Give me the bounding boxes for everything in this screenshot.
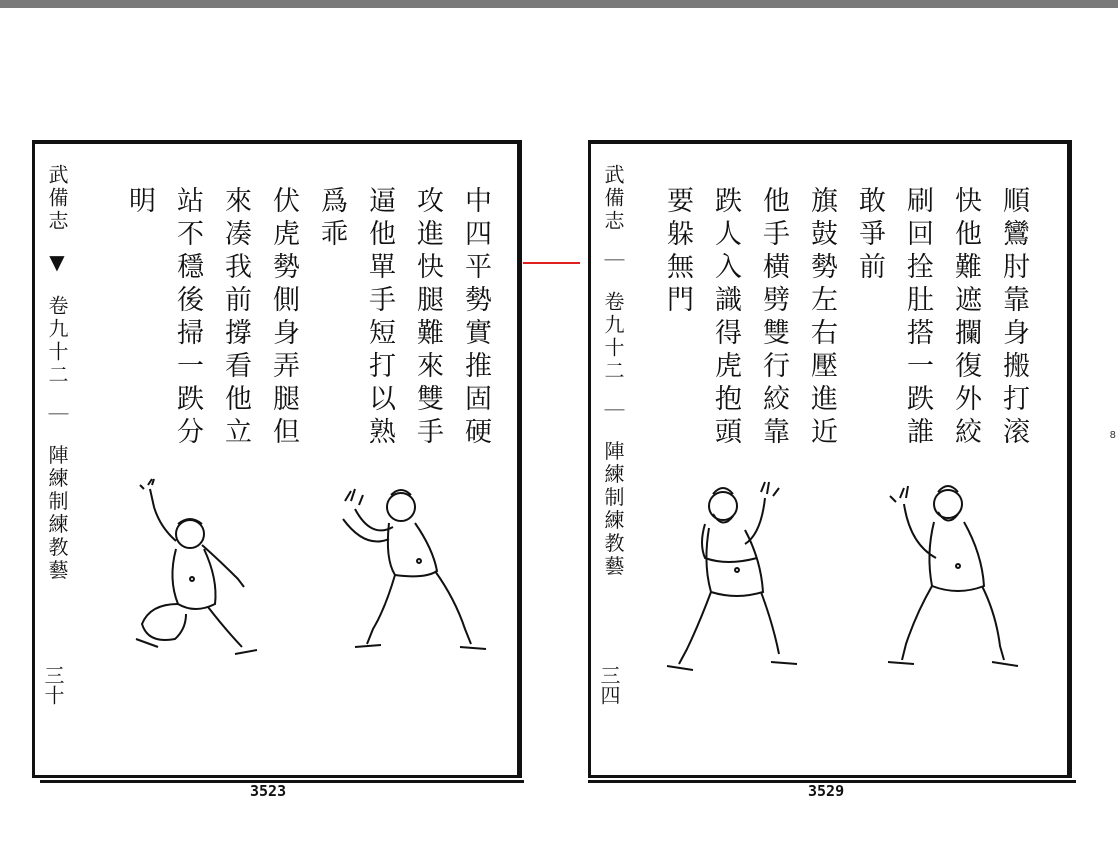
fishtail-mark: ｜ — [601, 400, 625, 424]
martial-figure-elder-guard — [866, 474, 1016, 689]
red-annotation-line — [523, 262, 580, 264]
martial-figure-stepping-guard — [315, 479, 475, 674]
text-column: 刷回拴肚搭一跌誰 — [902, 186, 933, 450]
text-column: 中四平勢實推固硬 — [460, 186, 491, 450]
left-page-number: 3523 — [250, 782, 287, 800]
martial-figure-crouching-sweep — [120, 479, 260, 674]
text-column: 爲乖 — [316, 186, 347, 252]
left-margin-section: 陣練制練教藝 — [45, 444, 69, 583]
text-column: 伏虎勢側身弄腿但 — [268, 186, 299, 450]
edge-mark: 8 — [1109, 430, 1116, 441]
text-column: 旗鼓勢左右壓進近 — [806, 186, 837, 450]
text-column: 要躲無門 — [662, 186, 693, 318]
text-column: 來凑我前撐看他立 — [220, 186, 251, 450]
text-column: 明 — [124, 186, 155, 219]
left-text-block — [115, 186, 499, 450]
fishtail-mark: ▼ — [45, 250, 69, 278]
text-column: 站不穩後掃一跌分 — [172, 186, 203, 450]
text-column: 敢爭前 — [854, 186, 885, 285]
left-page — [32, 140, 522, 778]
left-margin-volume: 卷九十二 — [45, 294, 69, 387]
left-margin-title: 武備志 — [45, 164, 69, 233]
right-margin-volume: 卷九十二 — [601, 290, 625, 383]
right-folio: 三四 — [597, 665, 621, 705]
fishtail-mark: ｜ — [601, 250, 625, 274]
text-column: 跌人入識得虎抱頭 — [710, 186, 741, 450]
top-toolbar-strip — [0, 0, 1118, 8]
right-text-block — [653, 186, 1037, 450]
left-margin-header — [37, 164, 67, 582]
text-column: 快他難遮攔復外絞 — [950, 186, 981, 450]
left-folio: 三十 — [41, 665, 65, 705]
right-page — [588, 140, 1072, 778]
right-page-number: 3529 — [808, 782, 845, 800]
text-column: 順鸞肘靠身搬打滚 — [998, 186, 1029, 450]
text-column: 逼他單手短打以熟 — [364, 186, 395, 450]
martial-figure-bearded-stance — [661, 474, 811, 689]
right-margin-header — [593, 164, 623, 578]
right-margin-title: 武備志 — [601, 164, 625, 233]
fishtail-mark: ｜ — [45, 404, 69, 428]
right-margin-section: 陣練制練教藝 — [601, 440, 625, 579]
text-column: 他手横劈雙行絞靠 — [758, 186, 789, 450]
text-column: 攻進快腿難來雙手 — [412, 186, 443, 450]
